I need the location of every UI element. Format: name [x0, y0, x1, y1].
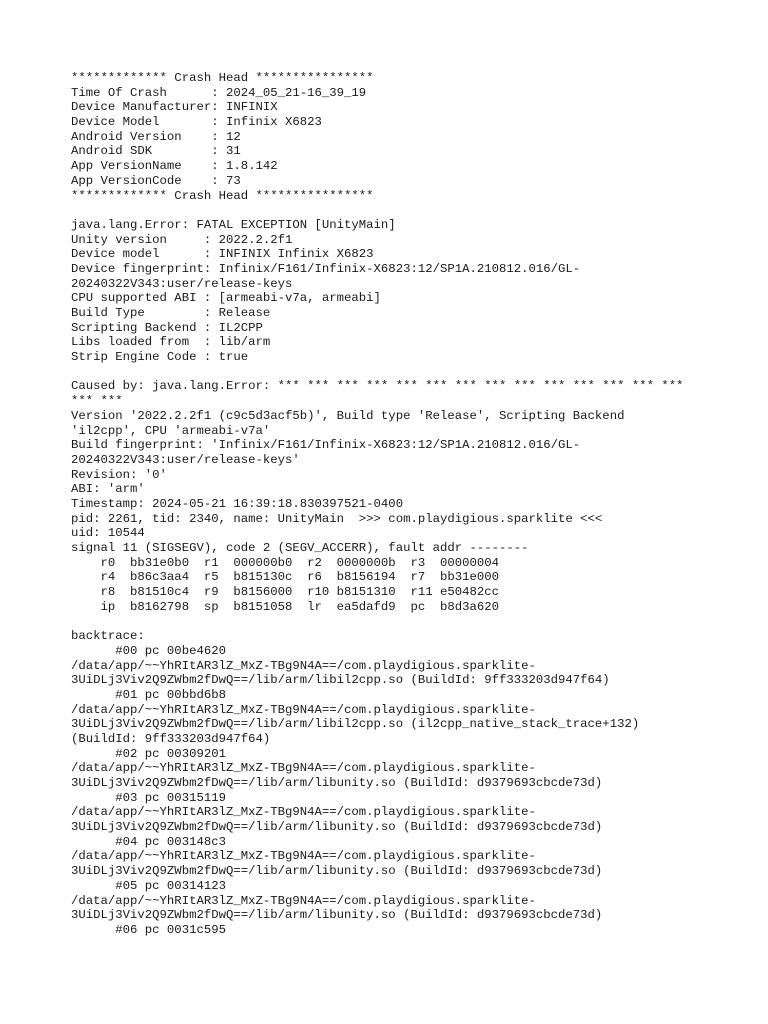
log-line: r4 b86c3aa4 r5 b815130c r6 b8156194 r7 bb31e000 [71, 570, 500, 585]
log-line: Device Model : Infinix X6823 [71, 115, 322, 130]
log-line: Timestamp: 2024-05-21 16:39:18.830397521-0400 [71, 496, 404, 511]
log-line: (BuildId: 9ff333203d947f64) [71, 731, 271, 746]
log-line: 'il2cpp', CPU 'armeabi-v7a' [71, 423, 271, 438]
log-line: Device fingerprint: Infinix/F161/Infinix-X6823:12/SP1A.210812.016/GL- [71, 261, 581, 276]
log-line: uid: 10544 [71, 526, 145, 541]
log-line: r0 bb31e0b0 r1 000000b0 r2 0000000b r3 00000004 [71, 555, 500, 570]
log-line: 3UiDLj3Viv2Q9ZWbm2fDwQ==/lib/arm/libunity.so (BuildId: d9379693cbcde73d) [71, 820, 603, 835]
log-line: #04 pc 003148c3 [71, 834, 226, 849]
log-line: 3UiDLj3Viv2Q9ZWbm2fDwQ==/lib/arm/libil2cpp.so (BuildId: 9ff333203d947f64) [71, 673, 610, 688]
log-line: Time Of Crash : 2024_05_21-16_39_19 [71, 85, 367, 100]
log-line: /data/app/~~YhRItAR3lZ_MxZ-TBg9N4A==/com.playdigious.sparklite- [71, 893, 536, 908]
log-line: signal 11 (SIGSEGV), code 2 (SEGV_ACCERR), fault addr -------- [71, 541, 529, 555]
log-line: Version '2022.2.2f1 (c9c5d3acf5b)', Build type 'Release', Scripting Backend [71, 408, 625, 423]
log-line: 3UiDLj3Viv2Q9ZWbm2fDwQ==/lib/arm/libunity.so (BuildId: d9379693cbcde73d) [71, 864, 603, 879]
log-line: #05 pc 00314123 [71, 878, 226, 893]
log-line: Build fingerprint: 'Infinix/F161/Infinix-X6823:12/SP1A.210812.016/GL- [71, 438, 581, 453]
log-line: ip b8162798 sp b8151058 lr ea5dafd9 pc b8d3a620 [71, 599, 500, 614]
log-line: App VersionName : 1.8.142 [71, 159, 278, 174]
log-line: ABI: 'arm' [71, 482, 145, 497]
log-line: 3UiDLj3Viv2Q9ZWbm2fDwQ==/lib/arm/libunity.so (BuildId: d9379693cbcde73d) [71, 776, 603, 790]
crash-log-text [71, 71, 731, 938]
log-line [71, 365, 731, 380]
log-line: Build Type : Release [71, 306, 271, 320]
log-line: java.lang.Error: FATAL EXCEPTION [UnityMain] [71, 217, 396, 232]
log-line: 3UiDLj3Viv2Q9ZWbm2fDwQ==/lib/arm/libil2cpp.so (il2cpp_native_stack_trace+132) [71, 717, 640, 732]
log-line: Caused by: java.lang.Error: *** *** *** *** *** *** *** *** *** *** *** *** *** *** [71, 379, 684, 394]
log-line: /data/app/~~YhRItAR3lZ_MxZ-TBg9N4A==/com.playdigious.sparklite- [71, 805, 536, 820]
log-line: 3UiDLj3Viv2Q9ZWbm2fDwQ==/lib/arm/libunity.so (BuildId: d9379693cbcde73d) [71, 908, 603, 923]
log-line: Android Version : 12 [71, 129, 241, 144]
log-line: /data/app/~~YhRItAR3lZ_MxZ-TBg9N4A==/com.playdigious.sparklite- [71, 761, 536, 776]
log-line [71, 203, 731, 218]
log-line: Revision: '0' [71, 467, 167, 482]
log-line: #00 pc 00be4620 [71, 643, 226, 658]
log-line: ************* Crash Head **************** [71, 71, 374, 85]
log-line: #06 pc 0031c595 [71, 922, 226, 937]
log-line: Android SDK : 31 [71, 144, 241, 159]
log-line: Libs loaded from : lib/arm [71, 335, 271, 350]
log-line: Device Manufacturer: INFINIX [71, 100, 278, 115]
log-line: 20240322V343:user/release-keys [71, 276, 293, 291]
log-line [71, 614, 731, 629]
log-line: Unity version : 2022.2.2f1 [71, 232, 293, 247]
log-line: backtrace: [71, 629, 145, 644]
log-line: App VersionCode : 73 [71, 173, 241, 188]
log-line: *** *** [71, 394, 123, 409]
log-line: Scripting Backend : IL2CPP [71, 320, 263, 335]
log-line: ************* Crash Head **************** [71, 188, 374, 203]
log-line: r8 b81510c4 r9 b8156000 r10 b8151310 r11 e50482cc [71, 585, 500, 600]
log-line: Device model : INFINIX Infinix X6823 [71, 247, 374, 262]
log-line: Strip Engine Code : true [71, 350, 249, 365]
log-line: #03 pc 00315119 [71, 790, 226, 805]
log-line: /data/app/~~YhRItAR3lZ_MxZ-TBg9N4A==/com.playdigious.sparklite- [71, 658, 536, 673]
log-line: pid: 2261, tid: 2340, name: UnityMain >>> com.playdigious.sparklite <<< [71, 511, 603, 526]
log-line: /data/app/~~YhRItAR3lZ_MxZ-TBg9N4A==/com.playdigious.sparklite- [71, 849, 536, 864]
log-line: 20240322V343:user/release-keys' [71, 452, 300, 467]
log-line: CPU supported ABI : [armeabi-v7a, armeabi] [71, 291, 381, 306]
log-line: /data/app/~~YhRItAR3lZ_MxZ-TBg9N4A==/com.playdigious.sparklite- [71, 702, 536, 717]
log-line: #01 pc 00bbd6b8 [71, 687, 226, 702]
log-line: #02 pc 00309201 [71, 746, 226, 761]
